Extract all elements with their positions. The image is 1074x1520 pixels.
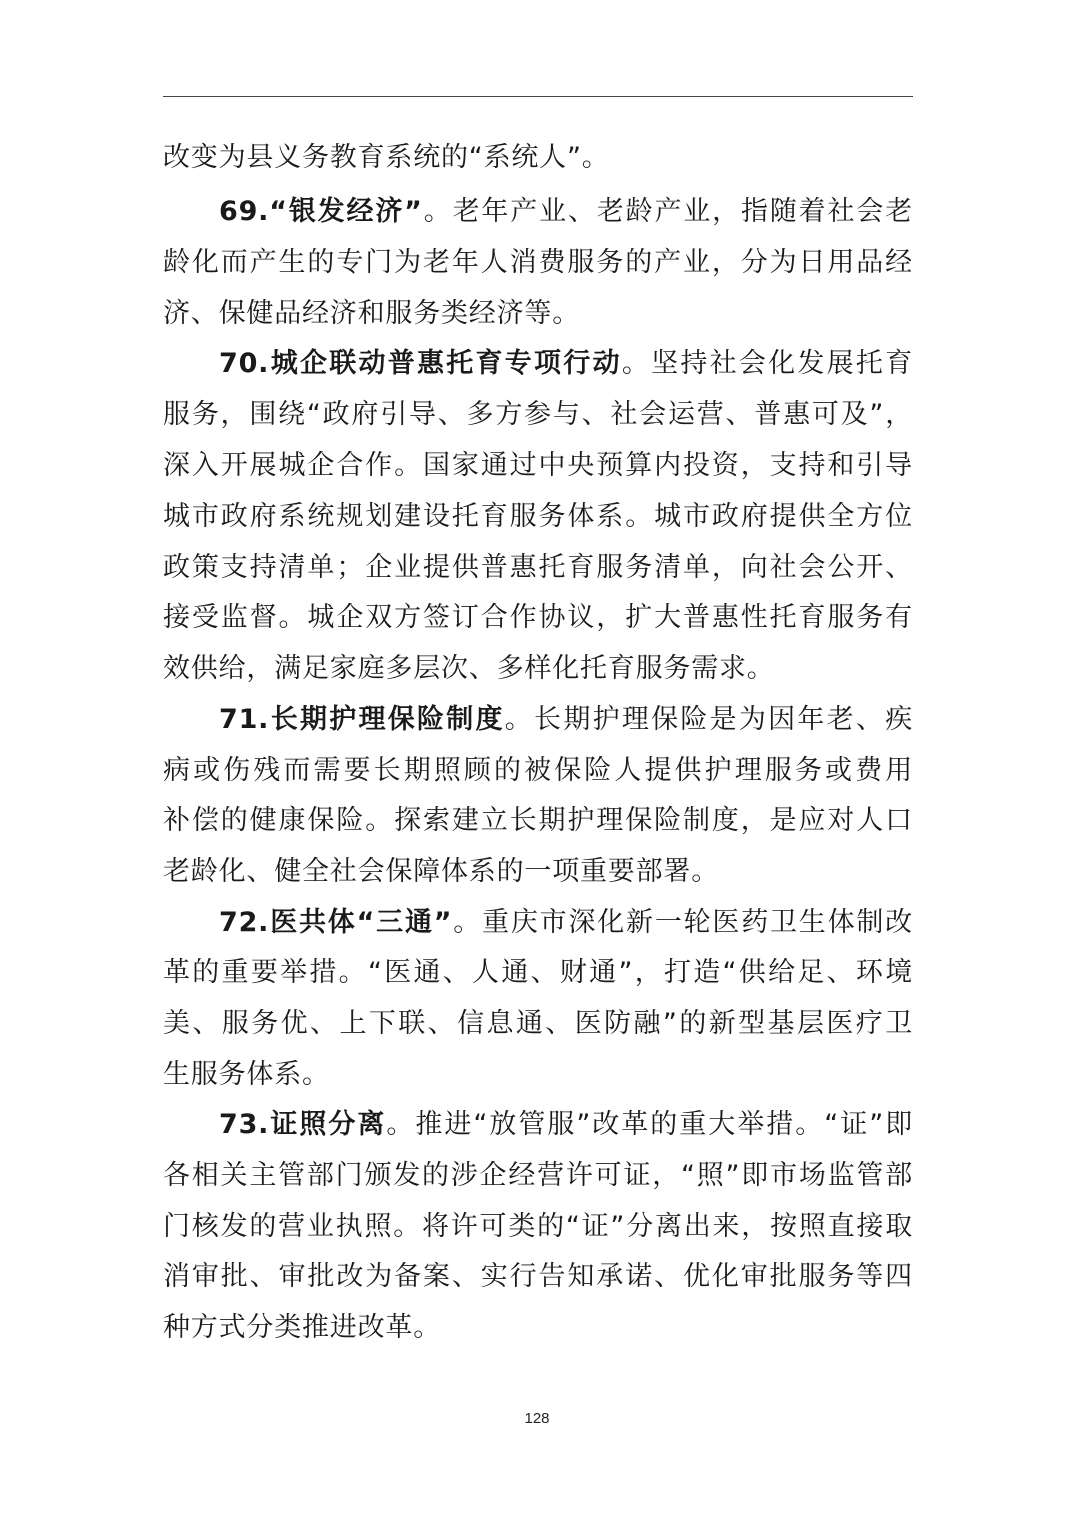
text-line: 政策支持清单；企业提供普惠托育服务清单，向社会公开、 [163, 552, 913, 583]
text-segment: 。长期护理保险是为因年老、疾 [504, 704, 913, 735]
text-line: 消审批、审批改为备案、实行告知承诺、优化审批服务等四 [163, 1261, 913, 1292]
text-line: 补偿的健康保险。探索建立长期护理保险制度，是应对人口 [163, 805, 913, 836]
term-heading: 73.证照分离 [219, 1109, 387, 1140]
text-segment: 。老年产业、老龄产业，指随着社会老 [422, 196, 913, 227]
text-line: 革的重要举措。“医通、人通、财通”，打造“供给足、环境 [163, 957, 913, 988]
text-line: 各相关主管部门颁发的涉企经营许可证，“照”即市场监管部 [163, 1160, 913, 1191]
term-heading: 72.医共体“三通” [219, 907, 453, 938]
paragraph-first-line [219, 1107, 913, 1143]
text-line: 种方式分类推进改革。 [163, 1312, 441, 1343]
text-line: 生服务体系。 [163, 1059, 330, 1090]
text-line: 龄化而产生的专门为老年人消费服务的产业，分为日用品经 [163, 247, 913, 278]
text-line: 门核发的营业执照。将许可类的“证”分离出来，按照直接取 [163, 1211, 913, 1242]
page-number: 128 [524, 1410, 550, 1427]
text-line: 城市政府系统规划建设托育服务体系。城市政府提供全方位 [163, 501, 913, 532]
text-line: 老龄化、健全社会保障体系的一项重要部署。 [163, 856, 719, 887]
text-line: 改变为县义务教育系统的“系统人”。 [163, 142, 610, 173]
header-rule [163, 96, 913, 97]
text-segment: 。推进“放管服”改革的重大举措。“证”即 [386, 1109, 913, 1140]
paragraph-first-line [219, 194, 913, 230]
paragraph-first-line [219, 702, 913, 738]
term-heading: 71.长期护理保险制度 [219, 704, 505, 735]
text-segment: 。重庆市深化新一轮医药卫生体制改 [452, 907, 913, 938]
term-heading: 70.城企联动普惠托育专项行动 [219, 348, 622, 379]
paragraph-first-line [219, 346, 913, 382]
term-heading: 69.“银发经济” [219, 196, 423, 227]
paragraph-first-line [219, 905, 913, 941]
text-line: 济、保健品经济和服务类经济等。 [163, 298, 580, 329]
text-line: 美、服务优、上下联、信息通、医防融”的新型基层医疗卫 [163, 1008, 913, 1039]
text-line: 病或伤残而需要长期照顾的被保险人提供护理服务或费用 [163, 755, 913, 786]
text-line: 效供给，满足家庭多层次、多样化托育服务需求。 [163, 653, 775, 684]
text-segment: 。坚持社会化发展托育 [621, 348, 913, 379]
text-line: 深入开展城企合作。国家通过中央预算内投资，支持和引导 [163, 450, 913, 481]
text-line: 服务，围绕“政府引导、多方参与、社会运营、普惠可及”， [163, 399, 913, 430]
text-line: 接受监督。城企双方签订合作协议，扩大普惠性托育服务有 [163, 602, 913, 633]
